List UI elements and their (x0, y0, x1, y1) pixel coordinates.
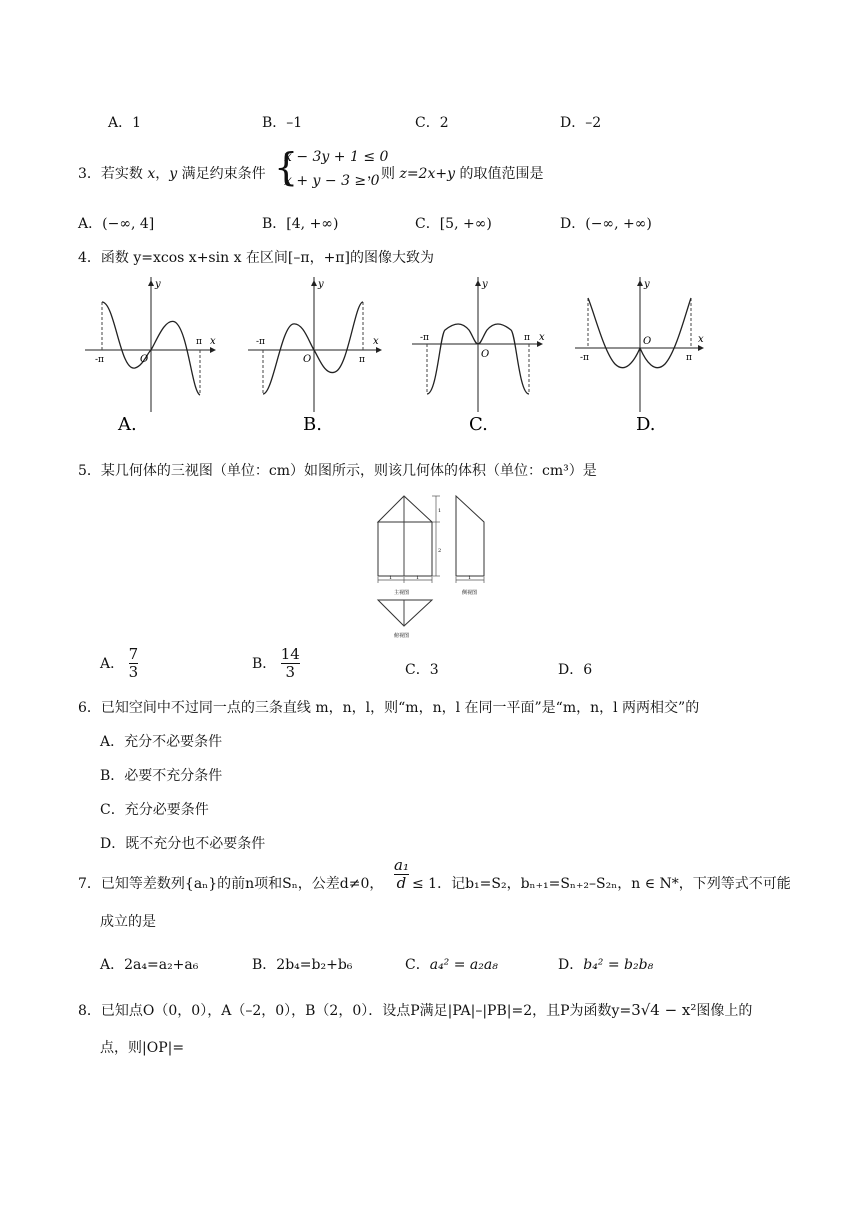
q2-option-b: B．–1 (262, 115, 303, 131)
q4-a-origin: O (140, 354, 149, 365)
q7-option-d: D．b₄² = b₂b₈ (558, 957, 654, 973)
q4-graph-d (575, 277, 704, 435)
q4-b-x-label: x (373, 336, 379, 347)
q5-option-d: D．6 (558, 662, 593, 678)
q4-c-label: C. (469, 414, 488, 435)
q8-stem-1: 8．已知点O（0，0），A（–2，0），B（2，0）．设点P满足|PA|–|PB|=2，且P为函数y=3√4 − x²图像上的 (78, 1001, 753, 1019)
q6-stem: 6．已知空间中不过同一点的三条直线 m，n，l，则“m，n，l 在同一平面”是“m，n，l 两两相交”的 (78, 700, 700, 716)
q7-option-a: A．2a₄=a₂+a₆ (100, 957, 199, 973)
q3-stem: 3．若实数 x，y 满足约束条件 (78, 166, 266, 182)
q4-graph-b (248, 277, 382, 435)
q4-graph-a (85, 277, 216, 435)
q5-dim-height-1: 1 (438, 508, 442, 514)
q4-d-negpi: -π (580, 353, 589, 363)
q3-constraint-2: x + y − 3 ≥ 0 (284, 173, 380, 189)
q5-option-c: C．3 (405, 662, 439, 678)
q4-c-negpi: -π (420, 333, 429, 343)
q4-b-pi: π (359, 355, 365, 365)
q3-constraint-1: x − 3y + 1 ≤ 0 (284, 149, 389, 165)
q4-d-label: D. (636, 414, 656, 435)
q5-dim-width-1a: 1 (389, 575, 393, 581)
q4-graphs (80, 272, 720, 437)
q5-dim-side: 1 (468, 575, 472, 581)
q5-three-views (370, 490, 500, 640)
q5-dim-height-2: 2 (438, 548, 442, 554)
q7-fraction: a₁ d (394, 856, 409, 892)
q4-d-pi: π (686, 353, 692, 363)
q4-stem: 4．函数 y=xcos x+sin x 在区间[–π，+π]的图像大致为 (78, 250, 434, 266)
q5-front-label: 主视图 (394, 590, 410, 596)
q7-option-b: B．2b₄=b₂+b₆ (252, 957, 353, 973)
q4-a-negpi: -π (95, 355, 104, 365)
q6-option-b: B．必要不充分条件 (100, 768, 223, 784)
q5-side-view (456, 496, 484, 576)
q4-graph-c (412, 277, 545, 435)
q4-b-y-label: y (318, 279, 324, 290)
q2-option-d: D．–2 (560, 115, 602, 131)
q4-c-pi: π (524, 333, 530, 343)
q7-stem-1: 7．已知等差数列{aₙ}的前n项和Sₙ，公差d≠0， (78, 876, 384, 892)
q6-option-a: A．充分不必要条件 (100, 734, 223, 750)
q4-b-origin: O (303, 354, 312, 365)
q6-option-c: C．充分必要条件 (100, 802, 209, 818)
q4-d-x-label: x (698, 334, 704, 345)
q4-c-origin: O (481, 349, 490, 360)
q4-a-label: A. (118, 414, 137, 435)
q5-front-dims (378, 496, 440, 583)
q5-side-label: 侧视图 (462, 590, 478, 596)
q4-a-pi: π (196, 337, 202, 347)
q4-c-x-label: x (539, 332, 545, 343)
q6-option-d: D．既不充分也不必要条件 (100, 836, 266, 852)
q2-option-a: A．1 (108, 115, 142, 131)
q4-a-y-label: y (155, 279, 161, 290)
q4-b-label: B. (303, 414, 322, 435)
q2-option-c: C．2 (415, 115, 449, 131)
q5-dim-width-1b: 1 (416, 575, 420, 581)
q3-option-a: A．(−∞, 4] (78, 216, 155, 232)
q5-stem: 5．某几何体的三视图（单位：cm）如图所示，则该几何体的体积（单位：cm³）是 (78, 463, 597, 479)
q5-option-b: B． $\frac{14}{3}$ (252, 645, 300, 681)
q7-stem-3: 成立的是 (100, 914, 156, 930)
q3-brace: { (274, 145, 299, 189)
q3-option-b: B．[4, +∞) (262, 216, 339, 232)
q4-a-x-label: x (210, 336, 216, 347)
q7-option-c: C．a₄² = a₂a₈ (405, 957, 498, 973)
q5-front-view (378, 496, 432, 576)
q4-d-y-label: y (644, 279, 650, 290)
q5-top-label: 俯视图 (394, 633, 410, 639)
q3-option-d: D．(−∞, +∞) (560, 216, 652, 232)
q4-b-negpi: -π (256, 337, 265, 347)
q3-option-c: C．[5, +∞) (415, 216, 492, 232)
q4-d-origin: O (643, 336, 652, 347)
q3-stem-tail: ，则 z=2x+y 的取值范围是 (367, 166, 544, 182)
q7-stem-2: ≤ 1．记b₁=S₂，bₙ₊₁=Sₙ₊₂–S₂ₙ，n ∈ N*，下列等式不可能 (412, 876, 791, 892)
q5-option-a: A． $\frac{7}{3}$ (100, 645, 139, 681)
q5-top-view (378, 600, 432, 626)
q4-c-y-label: y (482, 279, 488, 290)
q8-stem-2: 点，则|OP|= (100, 1040, 185, 1056)
